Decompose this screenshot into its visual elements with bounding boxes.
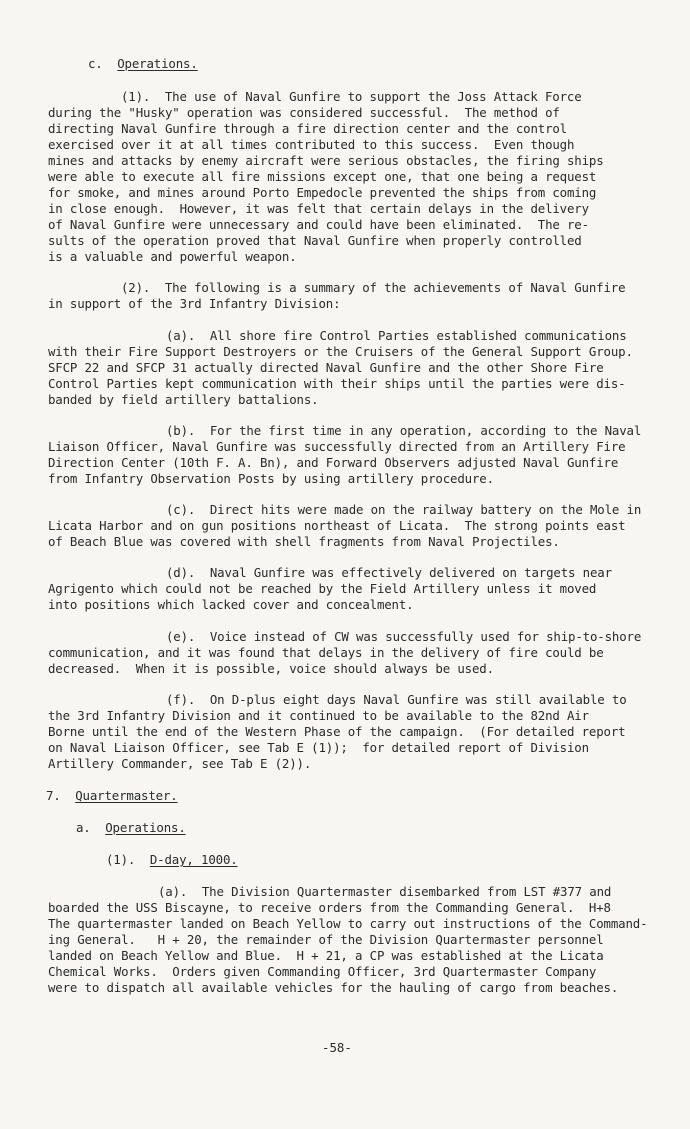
text-line: (a). All shore fire Control Parties established communications — [166, 328, 627, 343]
text-line: in close enough. However, it was felt that certain delays in the delivery — [48, 201, 589, 216]
text-line: Agrigento which could not be reached by the Field Artillery unless it moved — [48, 581, 597, 596]
section-c-heading — [88, 56, 198, 72]
text-line: in support of the 3rd Infantry Division: — [48, 296, 341, 311]
text-line: Chemical Works. Orders given Commanding Officer, 3rd Quartermaster Company — [48, 964, 597, 979]
text-line: ing General. H + 20, the remainder of the Division Quartermaster personnel — [48, 932, 604, 947]
text-line: (d). Naval Gunfire was effectively delivered on targets near — [166, 565, 612, 580]
section-7a-label: a. — [76, 820, 91, 835]
text-line: SFCP 22 and SFCP 31 actually directed Naval Gunfire and the other Shore Fire — [48, 360, 604, 375]
section-c-title: Operations. — [117, 56, 198, 71]
section-7-title: Quartermaster. — [75, 788, 178, 803]
text-line: (c). Direct hits were made on the railway battery on the Mole in — [166, 502, 642, 517]
text-line: (1). The use of Naval Gunfire to support the Joss Attack Force — [121, 89, 582, 104]
text-line: the 3rd Infantry Division and it continued to be available to the 82nd Air — [48, 708, 589, 723]
section-7a-title: Operations. — [105, 820, 186, 835]
text-line: Liaison Officer, Naval Gunfire was successfully directed from an Artillery Fire — [48, 439, 626, 454]
section-c-label: c. — [88, 56, 103, 71]
section-7-heading — [46, 788, 178, 804]
text-line: decreased. When it is possible, voice should always be used. — [48, 661, 494, 676]
text-line: Control Parties kept communication with their ships until the parties were dis- — [48, 376, 626, 391]
text-line: for smoke, and mines around Porto Empedocle prevented the ships from coming — [48, 185, 597, 200]
section-7a1-label: (1). — [106, 852, 136, 867]
text-line: from Infantry Observation Posts by using artillery procedure. — [48, 471, 494, 486]
text-line: Direction Center (10th F. A. Bn), and Forward Observers adjusted Naval Gunfire — [48, 455, 619, 470]
text-line: on Naval Liaison Officer, see Tab E (1)); for detailed report of Division — [48, 740, 589, 755]
text-line: directing Naval Gunfire through a fire direction center and the control — [48, 121, 567, 136]
text-line: into positions which lacked cover and concealment. — [48, 597, 414, 612]
text-line: during the "Husky" operation was considered successful. The method of — [48, 105, 560, 120]
text-line: communication, and it was found that delays in the delivery of fire could be — [48, 645, 604, 660]
text-line: mines and attacks by enemy aircraft were serious obstacles, the firing ships — [48, 153, 604, 168]
section-7a1-title: D-day, 1000. — [149, 852, 238, 867]
text-line: Licata Harbor and on gun positions northeast of Licata. The strong points east — [48, 518, 626, 533]
text-line: banded by field artillery battalions. — [48, 392, 319, 407]
text-line: exercised over it at all times contributed to this success. Even though — [48, 137, 575, 152]
text-line: were to dispatch all available vehicles for the hauling of cargo from beaches. — [48, 980, 619, 995]
text-line: boarded the USS Biscayne, to receive orders from the Commanding General. H+8 — [48, 900, 611, 915]
text-line: landed on Beach Yellow and Blue. H + 21, a CP was established at the Licata — [48, 948, 604, 963]
text-line: The quartermaster landed on Beach Yellow to carry out instructions of the Command- — [48, 916, 648, 931]
text-line: (2). The following is a summary of the achievements of Naval Gunfire — [121, 280, 626, 295]
text-line: (f). On D-plus eight days Naval Gunfire was still available to — [166, 692, 627, 707]
text-line: were able to execute all fire missions except one, that one being a request — [48, 169, 597, 184]
text-line: with their Fire Support Destroyers or the Cruisers of the General Support Group. — [48, 344, 633, 359]
text-line: (a). The Division Quartermaster disembarked from LST #377 and — [158, 884, 612, 899]
text-line: of Naval Gunfire were unnecessary and could have been eliminated. The re- — [48, 217, 589, 232]
section-7-label: 7. — [46, 788, 61, 803]
page-number: -58- — [322, 1040, 352, 1055]
text-line: of Beach Blue was covered with shell fragments from Naval Projectiles. — [48, 534, 560, 549]
text-line: (e). Voice instead of CW was successfully used for ship-to-shore — [166, 629, 642, 644]
section-7a-heading — [76, 820, 186, 836]
text-line: Borne until the end of the Western Phase of the campaign. (For detailed report — [48, 724, 626, 739]
text-line: (b). For the first time in any operation, according to the Naval — [166, 423, 642, 438]
text-line: Artillery Commander, see Tab E (2)). — [48, 756, 312, 771]
text-line: is a valuable and powerful weapon. — [48, 249, 297, 264]
text-line: sults of the operation proved that Naval Gunfire when properly controlled — [48, 233, 582, 248]
section-7a1-heading — [106, 852, 238, 868]
